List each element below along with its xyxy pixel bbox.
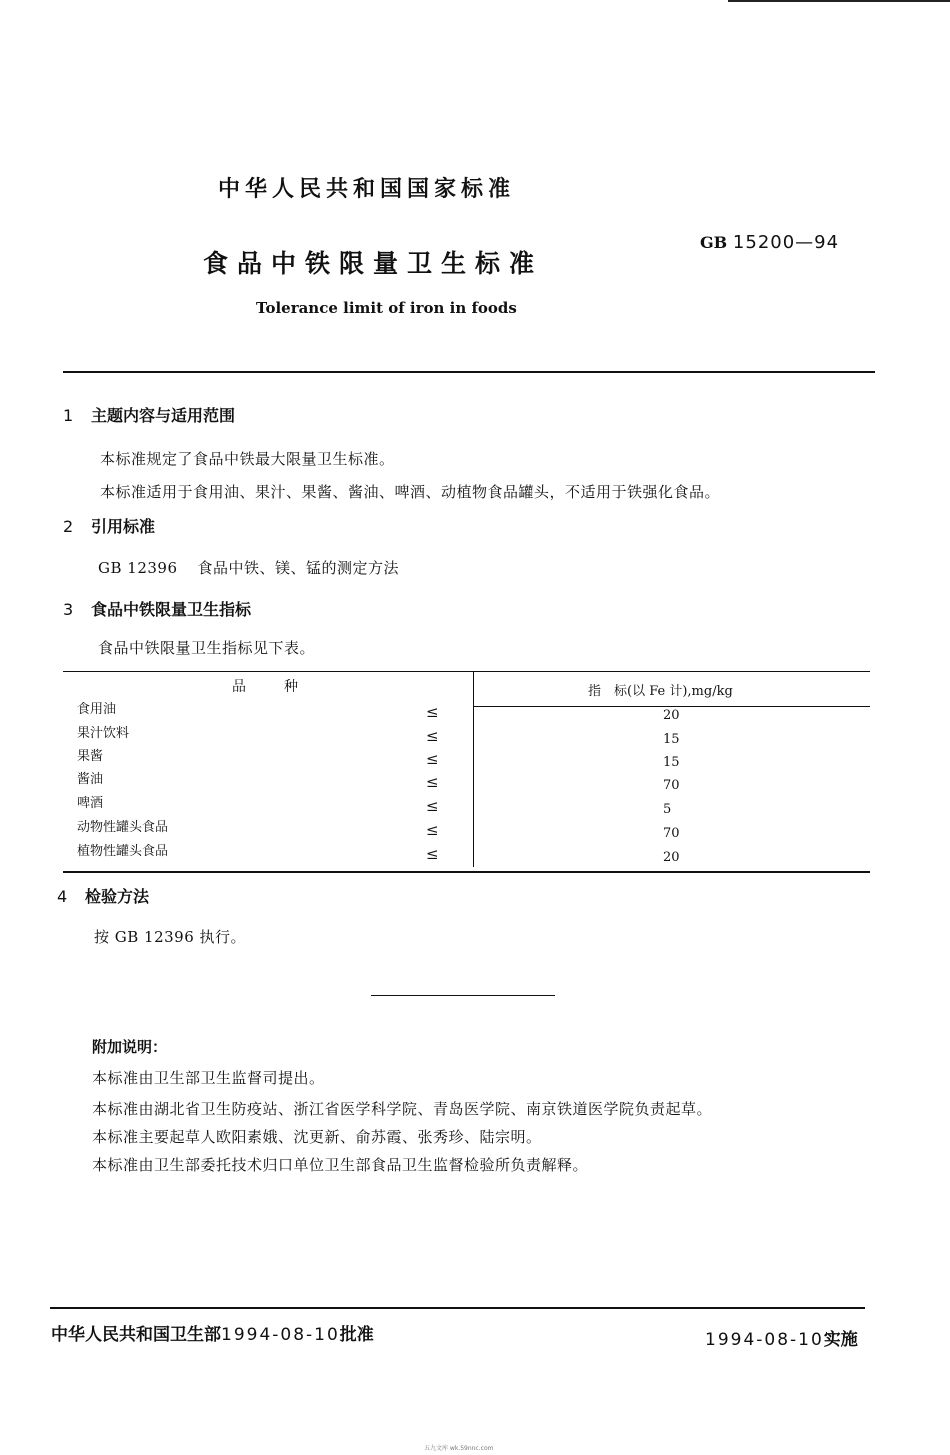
table-row-value: 20 [663, 850, 680, 865]
table-row-category: 植物性罐头食品 [77, 844, 169, 859]
top-edge-rule [728, 0, 950, 2]
table-row-category: 食用油 [77, 702, 117, 717]
issuer: 中华人民共和国卫生部 [51, 1325, 221, 1345]
section-2-heading [63, 514, 155, 537]
section-3-heading [63, 597, 251, 620]
table-row-operator: ≤ [426, 750, 439, 768]
implementation-info [705, 1325, 858, 1350]
notes-line: 本标准由卫生部卫生监督司提出。 [92, 1069, 325, 1087]
section-1-paragraph-2: 本标准适用于食用油、果汁、果酱、酱油、啤酒、动植物食品罐头，不适用于铁强化食品。 [100, 483, 721, 501]
table-row-category: 果汁饮料 [77, 726, 130, 741]
table-row-value: 20 [663, 708, 680, 723]
section-number: 3 [63, 600, 74, 619]
notes-line: 本标准由湖北省卫生防疫站、浙江省医学科学院、青岛医学院、南京铁道医学院负责起草。 [92, 1100, 713, 1118]
notes-line: 本标准主要起草人欧阳素娥、沈更新、俞苏霞、张秀珍、陆宗明。 [92, 1128, 542, 1146]
table-row-operator: ≤ [426, 773, 439, 791]
table-row-operator: ≤ [426, 845, 439, 863]
table-header-rule [473, 706, 870, 707]
reference-code: GB 12396 [98, 559, 178, 577]
approval-info [51, 1320, 374, 1345]
implement-label: 实施 [823, 1330, 858, 1350]
approve-date: 1994-08-10 [221, 1325, 340, 1345]
table-row-category: 啤酒 [77, 796, 104, 811]
table-header-category: 品种 [232, 679, 336, 695]
section-title: 检验方法 [85, 887, 150, 906]
notes-line: 本标准由卫生部委托技术归口单位卫生部食品卫生监督检验所负责解释。 [92, 1156, 589, 1174]
standard-prefix: GB [700, 233, 728, 252]
section-number: 1 [63, 406, 74, 425]
approve-label: 批准 [339, 1325, 374, 1345]
section-title: 主题内容与适用范围 [91, 406, 236, 425]
table-row-operator: ≤ [426, 703, 439, 721]
org-title: 中华人民共和国国家标准 [218, 177, 516, 202]
section-1-heading [63, 403, 235, 426]
section-1-paragraph-1: 本标准规定了食品中铁最大限量卫生标准。 [100, 450, 395, 468]
footer-divider [50, 1307, 865, 1309]
section-title: 引用标准 [91, 517, 156, 536]
implement-date: 1994-08-10 [705, 1330, 824, 1350]
table-row-value: 5 [663, 802, 672, 817]
table-row-operator: ≤ [426, 797, 439, 815]
table-top-rule [63, 671, 870, 672]
reference-title: 食品中铁、镁、锰的测定方法 [197, 559, 400, 577]
standard-number [700, 232, 839, 253]
table-column-divider [473, 671, 474, 867]
table-row-operator: ≤ [426, 821, 439, 839]
page-title: 食品中铁限量卫生标准 [203, 249, 544, 278]
table-row-value: 70 [663, 826, 680, 841]
end-divider [371, 995, 555, 996]
table-row-value: 15 [663, 755, 680, 770]
table-row-category: 酱油 [77, 772, 104, 787]
watermark: 五九文库 wk.59nnc.com [424, 1445, 494, 1452]
section-4-heading [57, 884, 149, 907]
header-divider [63, 371, 875, 373]
notes-title: 附加说明： [92, 1038, 168, 1056]
table-row-category: 动物性罐头食品 [77, 820, 169, 835]
table-row-category: 果酱 [77, 749, 104, 764]
section-3-intro: 食品中铁限量卫生指标见下表。 [98, 639, 316, 657]
english-title: Tolerance limit of iron in foods [256, 299, 517, 317]
table-row-value: 15 [663, 732, 680, 747]
table-row-operator: ≤ [426, 727, 439, 745]
reference-item [98, 557, 399, 578]
table-header-value: 指 标(以 Fe 计),mg/kg [588, 684, 733, 699]
section-number: 2 [63, 517, 74, 536]
section-4-paragraph: 按 GB 12396 执行。 [94, 928, 247, 946]
table-row-value: 70 [663, 778, 680, 793]
table-bottom-rule [63, 871, 870, 873]
standard-code: 15200—94 [732, 232, 840, 253]
section-number: 4 [57, 887, 68, 906]
section-title: 食品中铁限量卫生指标 [91, 600, 252, 619]
